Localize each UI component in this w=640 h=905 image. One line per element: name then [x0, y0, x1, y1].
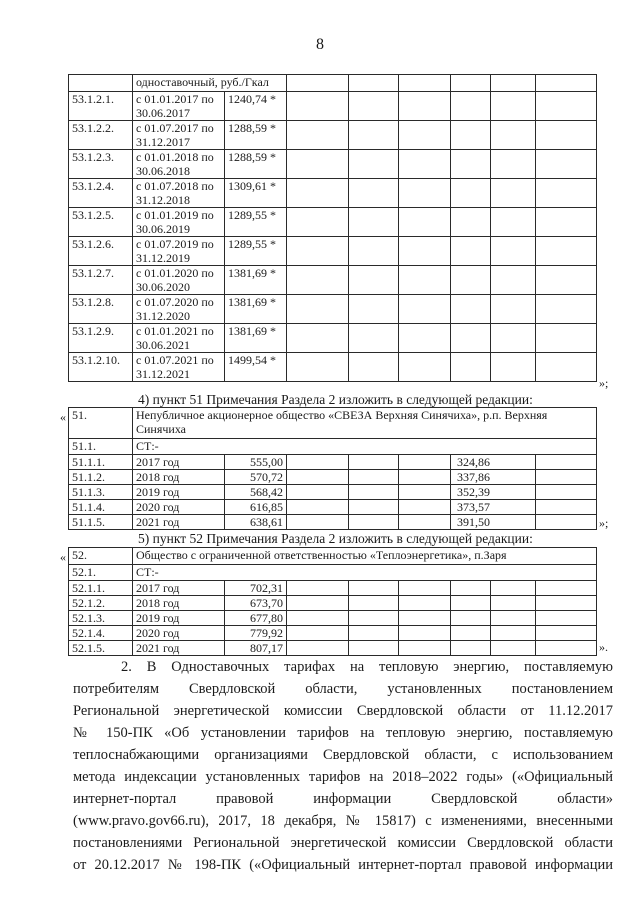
- empty-cell: [451, 611, 491, 626]
- table-row: [69, 626, 597, 641]
- empty-cell: [451, 266, 491, 295]
- table-row: [69, 455, 597, 470]
- row-code: 53.1.2.4.: [69, 179, 133, 208]
- row-value: 779,92: [225, 626, 287, 641]
- empty-cell: [536, 266, 597, 295]
- empty-cell: [451, 626, 491, 641]
- table-row: [69, 611, 597, 626]
- table-row: [69, 470, 597, 485]
- row-code: 51.1.4.: [69, 500, 133, 515]
- empty-cell: [451, 596, 491, 611]
- row-code: 51.1.2.: [69, 470, 133, 485]
- paragraph-line: от 20.12.2017 № 198-ПК («Официальный интернет-портал правовой информации: [73, 857, 613, 873]
- row-period: с 01.01.2019 по 30.06.2019: [133, 208, 225, 237]
- table-row: [69, 353, 597, 382]
- empty-cell: [491, 353, 536, 382]
- paragraph-line: теплоснабжающими организациями Свердловской области, с использованием: [73, 747, 613, 763]
- empty-cell: [349, 121, 399, 150]
- tariff-table-51: [68, 407, 597, 530]
- empty-cell: [399, 121, 451, 150]
- page-number: 8: [316, 36, 324, 53]
- org-name: Непубличное акционерное общество «СВЕЗА Верхняя Синячиха», р.п. Верхняя Синячиха: [133, 408, 597, 439]
- row-year: 2021 год: [133, 641, 225, 656]
- row-value-2: 337,86: [451, 470, 536, 485]
- table1-end-quote: »;: [599, 376, 609, 390]
- paragraph-line: (www.pravo.gov66.ru), 2017, 18 декабря, № 15817) с изменениями, внесенными: [73, 813, 613, 829]
- org-code: 51.: [69, 408, 133, 439]
- empty-cell: [287, 581, 349, 596]
- instruction-item-5: 5) пункт 52 Примечания Раздела 2 изложить в следующей редакции:: [138, 531, 533, 546]
- empty-cell: [399, 324, 451, 353]
- row-period: с 01.01.2017 по 30.06.2017: [133, 92, 225, 121]
- row-value: 1288,59 *: [225, 150, 287, 179]
- empty-cell: [287, 455, 349, 470]
- row-value: 570,72: [225, 470, 287, 485]
- table-row: [69, 485, 597, 500]
- empty-cell: [287, 596, 349, 611]
- empty-cell: [536, 150, 597, 179]
- empty-cell: [491, 596, 536, 611]
- instruction-item-4: 4) пункт 51 Примечания Раздела 2 изложить в следующей редакции:: [138, 392, 533, 407]
- empty-cell: [287, 266, 349, 295]
- empty-cell: [536, 500, 597, 515]
- empty-cell: [491, 266, 536, 295]
- empty-cell: [287, 179, 349, 208]
- empty-cell: [399, 179, 451, 208]
- paragraph-line: 2. В Одноставочных тарифах на тепловую энергию, поставляемую: [121, 659, 613, 675]
- row-value-2: 352,39: [451, 485, 536, 500]
- row-code: 52.1.5.: [69, 641, 133, 656]
- empty-cell: [287, 470, 349, 485]
- empty-cell: [399, 581, 451, 596]
- empty-cell: [349, 92, 399, 121]
- empty-cell: [536, 641, 597, 656]
- empty-cell: [536, 626, 597, 641]
- empty-cell: [399, 92, 451, 121]
- empty-cell: [287, 121, 349, 150]
- empty-cell: [349, 485, 399, 500]
- row-period: с 01.01.2020 по 30.06.2020: [133, 266, 225, 295]
- empty-cell: [287, 626, 349, 641]
- empty-cell: [349, 515, 399, 530]
- empty-cell: [349, 500, 399, 515]
- row-value: 702,31: [225, 581, 287, 596]
- empty-cell: [349, 237, 399, 266]
- empty-cell: [287, 208, 349, 237]
- empty-cell: [491, 150, 536, 179]
- row-code: 52.1.3.: [69, 611, 133, 626]
- row-period: с 01.07.2020 по 31.12.2020: [133, 295, 225, 324]
- empty-cell: [536, 596, 597, 611]
- empty-cell: [451, 353, 491, 382]
- empty-cell: [536, 485, 597, 500]
- table-row: [69, 641, 597, 656]
- row-value: 1309,61 *: [225, 179, 287, 208]
- row-code: 52.1.1.: [69, 581, 133, 596]
- empty-cell: [536, 208, 597, 237]
- row-value: 1381,69 *: [225, 295, 287, 324]
- empty-cell: [536, 121, 597, 150]
- table2-end-quote: »;: [599, 516, 609, 530]
- row-period: с 01.07.2019 по 31.12.2019: [133, 237, 225, 266]
- sub-code: 51.1.: [69, 439, 133, 455]
- row-year: 2017 год: [133, 581, 225, 596]
- empty-cell: [451, 208, 491, 237]
- body-paragraph: [73, 656, 613, 876]
- row-value: 1240,74 *: [225, 92, 287, 121]
- empty-cell: [399, 515, 451, 530]
- empty-cell: [536, 353, 597, 382]
- empty-cell: [399, 641, 451, 656]
- empty-cell: [491, 121, 536, 150]
- sub-row: [69, 439, 597, 455]
- empty-cell: [536, 324, 597, 353]
- empty-cell: [451, 295, 491, 324]
- org-row: [69, 408, 597, 439]
- empty-cell: [349, 641, 399, 656]
- empty-cell: [399, 353, 451, 382]
- empty-cell: [399, 626, 451, 641]
- empty-cell: [536, 455, 597, 470]
- empty-cell: [287, 611, 349, 626]
- table-row: [69, 208, 597, 237]
- tariff-table-52: [68, 547, 597, 656]
- empty-cell: [399, 611, 451, 626]
- empty-cell: [399, 596, 451, 611]
- empty-cell: [287, 92, 349, 121]
- empty-cell: [399, 266, 451, 295]
- empty-cell: [491, 295, 536, 324]
- empty-cell: [536, 179, 597, 208]
- row-code: 51.1.3.: [69, 485, 133, 500]
- empty-cell: [536, 92, 597, 121]
- sub-code: 52.1.: [69, 565, 133, 581]
- row-year: 2019 год: [133, 611, 225, 626]
- empty-cell: [349, 596, 399, 611]
- table-row: [69, 237, 597, 266]
- row-value: 673,70: [225, 596, 287, 611]
- empty-cell: [349, 266, 399, 295]
- empty-cell: [349, 455, 399, 470]
- empty-cell: [536, 515, 597, 530]
- empty-cell: [399, 455, 451, 470]
- empty-cell: [451, 150, 491, 179]
- empty-cell: [536, 611, 597, 626]
- table-row: [69, 92, 597, 121]
- empty-cell: [491, 237, 536, 266]
- table-row: [69, 179, 597, 208]
- empty-cell: [399, 208, 451, 237]
- row-code: 53.1.2.10.: [69, 353, 133, 382]
- empty-cell: [287, 237, 349, 266]
- row-value-2: 324,86: [451, 455, 536, 470]
- row-value: 807,17: [225, 641, 287, 656]
- row-value: 1289,55 *: [225, 237, 287, 266]
- org-name: Общество с ограниченной ответственностью «Теплоэнергетика», п.Заря: [133, 548, 597, 565]
- table3-open-quote: «: [60, 550, 66, 564]
- table-row: [69, 581, 597, 596]
- empty-cell: [491, 581, 536, 596]
- empty-cell: [287, 324, 349, 353]
- row-value: 616,85: [225, 500, 287, 515]
- empty-cell: [491, 324, 536, 353]
- row-value: 677,80: [225, 611, 287, 626]
- row-code: 52.1.4.: [69, 626, 133, 641]
- empty-cell: [491, 179, 536, 208]
- empty-cell: [349, 179, 399, 208]
- row-code: 53.1.2.9.: [69, 324, 133, 353]
- row-year: 2017 год: [133, 455, 225, 470]
- empty-cell: [491, 611, 536, 626]
- row-year: 2018 год: [133, 596, 225, 611]
- sub-label: СТ:-: [133, 439, 597, 455]
- empty-cell: [399, 470, 451, 485]
- empty-cell: [399, 500, 451, 515]
- org-row: [69, 548, 597, 565]
- paragraph-line: интернет-портал правовой информации Свердловской области»: [73, 791, 613, 807]
- table-row: [69, 295, 597, 324]
- row-value: 1289,55 *: [225, 208, 287, 237]
- org-code: 52.: [69, 548, 133, 565]
- row-code: 53.1.2.1.: [69, 92, 133, 121]
- paragraph-line: потребителям Свердловской области, установленных постановлением: [73, 681, 613, 697]
- empty-cell: [349, 581, 399, 596]
- empty-cell: [451, 324, 491, 353]
- empty-cell: [536, 581, 597, 596]
- paragraph-line: Региональной энергетической комиссии Свердловской области от 11.12.2017: [73, 703, 613, 719]
- table-row: [69, 121, 597, 150]
- row-value: 1381,69 *: [225, 324, 287, 353]
- empty-cell: [451, 121, 491, 150]
- empty-cell: [349, 353, 399, 382]
- empty-cell: [451, 92, 491, 121]
- row-value: 568,42: [225, 485, 287, 500]
- row-year: 2020 год: [133, 500, 225, 515]
- empty-cell: [287, 353, 349, 382]
- empty-cell: [536, 295, 597, 324]
- header-label: одноставочный, руб./Гкал: [133, 75, 287, 92]
- row-value: 1381,69 *: [225, 266, 287, 295]
- empty-cell: [349, 324, 399, 353]
- empty-cell: [287, 500, 349, 515]
- empty-cell: [287, 485, 349, 500]
- table2-open-quote: «: [60, 410, 66, 424]
- row-code: 53.1.2.7.: [69, 266, 133, 295]
- paragraph-line: метода индексации установленных тарифов на 2018–2022 годы» («Официальный: [73, 769, 613, 785]
- empty-cell: [536, 470, 597, 485]
- row-value: 638,61: [225, 515, 287, 530]
- row-code: 53.1.2.3.: [69, 150, 133, 179]
- paragraph-line: № 150-ПК «Об установлении тарифов на тепловую энергию, поставляемую: [73, 725, 613, 741]
- table-row: [69, 266, 597, 295]
- table-row: [69, 515, 597, 530]
- empty-cell: [491, 208, 536, 237]
- empty-cell: [349, 470, 399, 485]
- empty-cell: [287, 641, 349, 656]
- row-code: 53.1.2.5.: [69, 208, 133, 237]
- table-row: [69, 500, 597, 515]
- table-row: [69, 150, 597, 179]
- row-period: с 01.01.2021 по 30.06.2021: [133, 324, 225, 353]
- row-code: 51.1.1.: [69, 455, 133, 470]
- empty-cell: [451, 641, 491, 656]
- empty-cell: [451, 581, 491, 596]
- row-code: 52.1.2.: [69, 596, 133, 611]
- row-code: 53.1.2.8.: [69, 295, 133, 324]
- row-code: 53.1.2.2.: [69, 121, 133, 150]
- empty-cell: [287, 295, 349, 324]
- row-year: 2019 год: [133, 485, 225, 500]
- empty-cell: [399, 150, 451, 179]
- empty-cell: [399, 295, 451, 324]
- row-value: 555,00: [225, 455, 287, 470]
- row-year: 2021 год: [133, 515, 225, 530]
- row-value: 1499,54 *: [225, 353, 287, 382]
- row-value: 1288,59 *: [225, 121, 287, 150]
- empty-cell: [287, 150, 349, 179]
- empty-cell: [399, 485, 451, 500]
- empty-cell: [349, 611, 399, 626]
- table3-end-quote: ».: [599, 640, 608, 654]
- table-row: [69, 596, 597, 611]
- row-period: с 01.07.2017 по 31.12.2017: [133, 121, 225, 150]
- paragraph-line: постановлениями Региональной энергетической комиссии Свердловской области: [73, 835, 613, 851]
- row-value-2: 391,50: [451, 515, 536, 530]
- row-period: с 01.07.2018 по 31.12.2018: [133, 179, 225, 208]
- empty-cell: [349, 150, 399, 179]
- sub-label: СТ:-: [133, 565, 597, 581]
- empty-cell: [451, 179, 491, 208]
- empty-cell: [491, 626, 536, 641]
- row-code: 51.1.5.: [69, 515, 133, 530]
- empty-cell: [349, 626, 399, 641]
- empty-cell: [287, 515, 349, 530]
- empty-cell: [349, 295, 399, 324]
- row-code: 53.1.2.6.: [69, 237, 133, 266]
- empty-cell: [536, 237, 597, 266]
- row-period: с 01.01.2018 по 30.06.2018: [133, 150, 225, 179]
- sub-row: [69, 565, 597, 581]
- row-year: 2020 год: [133, 626, 225, 641]
- row-value-2: 373,57: [451, 500, 536, 515]
- table-header-row: [69, 75, 597, 92]
- tariff-table-53: [68, 74, 597, 382]
- table-row: [69, 324, 597, 353]
- empty-cell: [349, 208, 399, 237]
- row-year: 2018 год: [133, 470, 225, 485]
- empty-cell: [491, 641, 536, 656]
- empty-cell: [451, 237, 491, 266]
- empty-cell: [399, 237, 451, 266]
- row-period: с 01.07.2021 по 31.12.2021: [133, 353, 225, 382]
- empty-cell: [491, 92, 536, 121]
